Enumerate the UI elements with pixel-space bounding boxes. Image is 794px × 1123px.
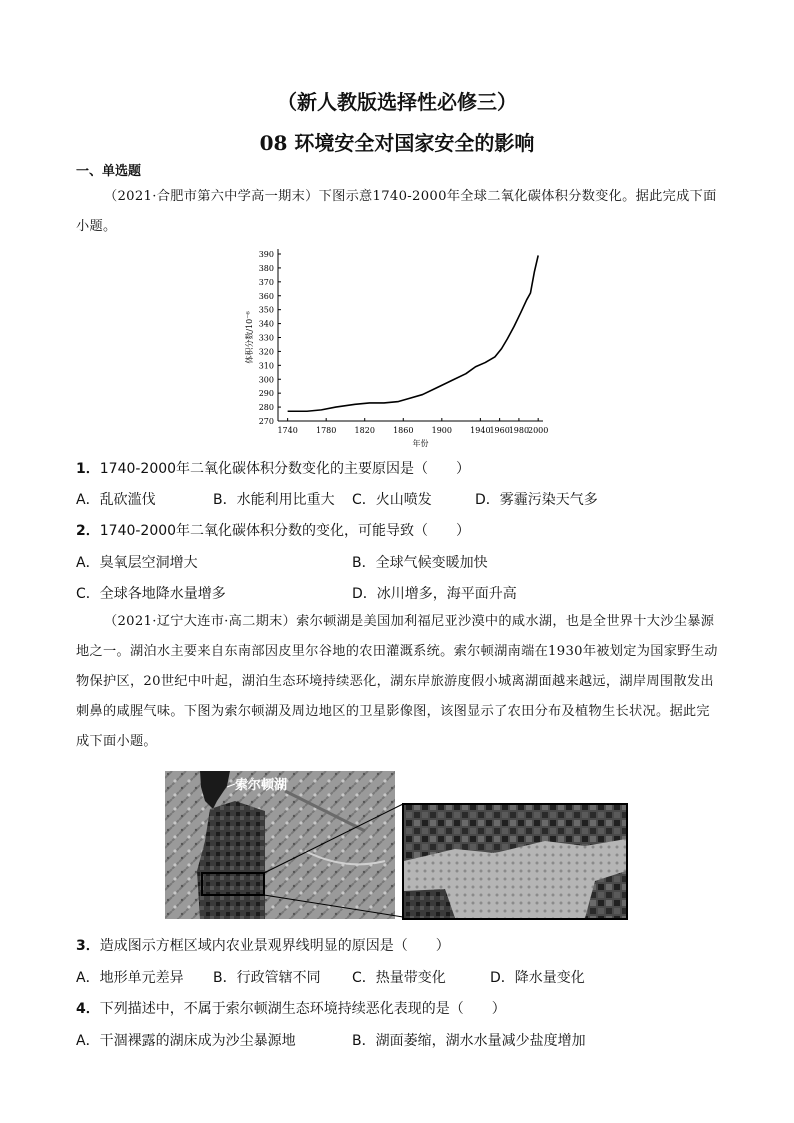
y-tick-label: 370 xyxy=(258,277,274,287)
y-tick-label: 280 xyxy=(258,403,274,413)
subtitle: （新人教版选择性必修三） xyxy=(277,90,517,114)
y-tick-label: 270 xyxy=(258,417,274,426)
x-tick-label: 2000 xyxy=(528,426,549,435)
option: D．雾霾污染天气多 xyxy=(475,492,598,508)
question-number: 2． xyxy=(76,523,100,539)
y-tick-label: 360 xyxy=(258,291,274,301)
page-title: 08 环境安全对国家安全的影响 xyxy=(259,131,535,155)
question-4 xyxy=(76,998,506,1018)
question-number: 3． xyxy=(76,938,100,954)
question-2 xyxy=(76,520,470,540)
y-tick-label: 330 xyxy=(258,333,274,343)
option: C．热量带变化 xyxy=(352,970,446,986)
option: B．湖面萎缩，湖水水量减少盐度增加 xyxy=(352,1033,586,1049)
option: B．全球气候变暖加快 xyxy=(352,555,488,571)
option: D．降水量变化 xyxy=(490,970,585,986)
option: A．乱砍滥伐 xyxy=(76,492,156,508)
y-tick-label: 390 xyxy=(258,250,274,259)
x-tick-label: 1820 xyxy=(354,426,375,435)
question-text: 下列描述中，不属于索尔顿湖生态环境持续恶化表现的是（ ） xyxy=(99,1001,506,1017)
x-tick-label: 1860 xyxy=(393,426,414,435)
x-tick-label: 1980 xyxy=(508,426,530,435)
passage-1: （2021·合肥市第六中学高一期末）下图示意1740-2000年全球二氧化碳体积分数变化。据此完成下面小题。 xyxy=(76,189,717,234)
question-number: 1． xyxy=(76,461,100,477)
x-tick-label: 1960 xyxy=(489,426,510,435)
question-text: 1740-2000年二氧化碳体积分数变化的主要原因是（ ） xyxy=(99,461,471,477)
y-tick-label: 310 xyxy=(258,361,274,371)
question-text: 造成图示方框区域内农业景观界线明显的原因是（ ） xyxy=(99,938,450,954)
option: A．地形单元差异 xyxy=(76,970,184,986)
question-3 xyxy=(76,935,450,955)
question-number: 4． xyxy=(76,1001,100,1017)
x-tick-label: 1940 xyxy=(470,426,491,435)
x-axis-label: 年份 xyxy=(412,439,429,448)
option: B．行政管辖不同 xyxy=(213,970,321,986)
option: C．全球各地降水量增多 xyxy=(76,586,226,602)
co2-chart xyxy=(238,244,558,450)
option: D．冰川增多，海平面升高 xyxy=(352,586,517,602)
y-axis-label: 体积分数/10⁻⁶ xyxy=(245,311,254,364)
option: A．干涸裸露的湖床成为沙尘暴源地 xyxy=(76,1033,296,1049)
lake-label: 索尔顿湖 xyxy=(235,778,288,793)
question-1 xyxy=(76,458,470,478)
co2-series-line xyxy=(288,255,539,411)
option: A．臭氧层空洞增大 xyxy=(76,555,198,571)
x-tick-label: 1780 xyxy=(316,426,337,435)
passage-2: （2021·辽宁大连市·高二期末）索尔顿湖是美国加利福尼亚沙漠中的咸水湖，也是全世界十大沙尘暴源地之一。湖泊水主要来自东南部因皮里尔谷地的农田灌溉系统。索尔顿湖南端在1930年被划定为国家野生动物保护区，20世纪中叶起，湖泊生态环境持续恶化，湖东岸旅游度假小城离湖面越来越远，湖岸周围散发出刺鼻的咸腥气味。下图为索尔顿湖及周边地区的卫星影像图，该图显示了农田分布及植物生长状况。据此完成下面小题。 xyxy=(76,614,718,749)
y-tick-label: 300 xyxy=(258,375,274,385)
y-tick-label: 350 xyxy=(258,305,274,315)
y-tick-label: 320 xyxy=(258,347,274,357)
satellite-image xyxy=(165,771,629,921)
question-text: 1740-2000年二氧化碳体积分数的变化，可能导致（ ） xyxy=(99,523,471,539)
y-tick-label: 380 xyxy=(258,263,274,273)
y-tick-label: 340 xyxy=(258,319,274,329)
option: C．火山喷发 xyxy=(352,492,432,508)
x-tick-label: 1740 xyxy=(277,426,298,435)
x-tick-label: 1900 xyxy=(431,426,452,435)
option: B．水能利用比重大 xyxy=(213,492,335,508)
section-heading: 一、单选题 xyxy=(76,164,142,179)
y-tick-label: 290 xyxy=(258,389,274,399)
